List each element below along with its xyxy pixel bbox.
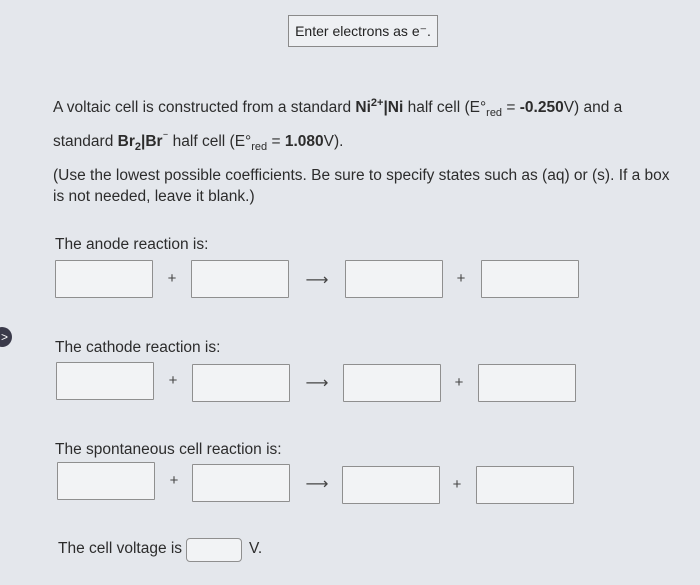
cell-reactant-2-input[interactable] <box>192 464 290 502</box>
plus-sign: + <box>169 472 179 489</box>
question-text: A voltaic cell is constructed from a standard $Ni^{2+}|Ni$ half cell $(E^\circ_{red} = -0.250V)$ and a standard $Br_2|Br^{^-}$ half cell $(E^\circ_{red} = 1.080V)$. <box>53 97 623 153</box>
cathode-label: The cathode reaction is: <box>55 339 221 356</box>
plus-sign: + <box>452 476 462 493</box>
cathode-reactant-2-input[interactable] <box>192 364 290 402</box>
br2-species: $Br_2|Br^{^-}$ <box>117 131 169 153</box>
reaction-arrow: ⟶ <box>305 375 329 392</box>
red-subscript-2: red <box>251 141 268 153</box>
cell-reaction-label: The spontaneous cell reaction is: <box>55 441 282 458</box>
reaction-arrow: ⟶ <box>305 476 329 493</box>
reaction-arrow: ⟶ <box>305 272 329 289</box>
voltage-label: The cell voltage is <box>58 540 183 557</box>
e2-value: 1.080 <box>284 133 324 150</box>
anode-label: The anode reaction is: <box>55 236 209 253</box>
intro-prefix: A voltaic cell is constructed from a standard <box>53 99 356 116</box>
cell-voltage-input[interactable] <box>186 538 242 562</box>
instructions: (Use the lowest possible coefficients. Be sure to specify states such as (aq) or (s). If a box is not needed, leave it blank.) <box>53 167 670 205</box>
cathode-product-2-input[interactable] <box>478 364 576 402</box>
red-subscript-1: red <box>486 107 503 119</box>
cell-product-1-input[interactable] <box>342 466 440 504</box>
anode-product-1-input[interactable] <box>345 260 443 298</box>
anode-reactant-1-input[interactable] <box>55 260 153 298</box>
plus-sign: + <box>454 374 464 391</box>
cathode-product-1-input[interactable] <box>343 364 441 402</box>
collapse-tab[interactable]: > <box>0 327 12 347</box>
anode-product-2-input[interactable] <box>481 260 579 298</box>
cathode-reactant-1-input[interactable] <box>56 362 154 400</box>
e1-value: -0.250 <box>519 99 564 116</box>
voltage-unit: V. <box>249 540 263 557</box>
half-cell-text-2: half cell (E° <box>168 133 252 150</box>
half-cell-text-1: half cell (E° <box>403 99 487 116</box>
cell-product-2-input[interactable] <box>476 466 574 504</box>
cell-reactant-1-input[interactable] <box>57 462 155 500</box>
electron-hint: Enter electrons as e⁻. <box>288 15 438 47</box>
plus-sign: + <box>168 372 178 389</box>
ni-ion: $Ni^{2+}|Ni$ <box>355 97 404 116</box>
plus-sign: + <box>456 270 466 287</box>
plus-sign: + <box>167 270 177 287</box>
anode-reactant-2-input[interactable] <box>191 260 289 298</box>
